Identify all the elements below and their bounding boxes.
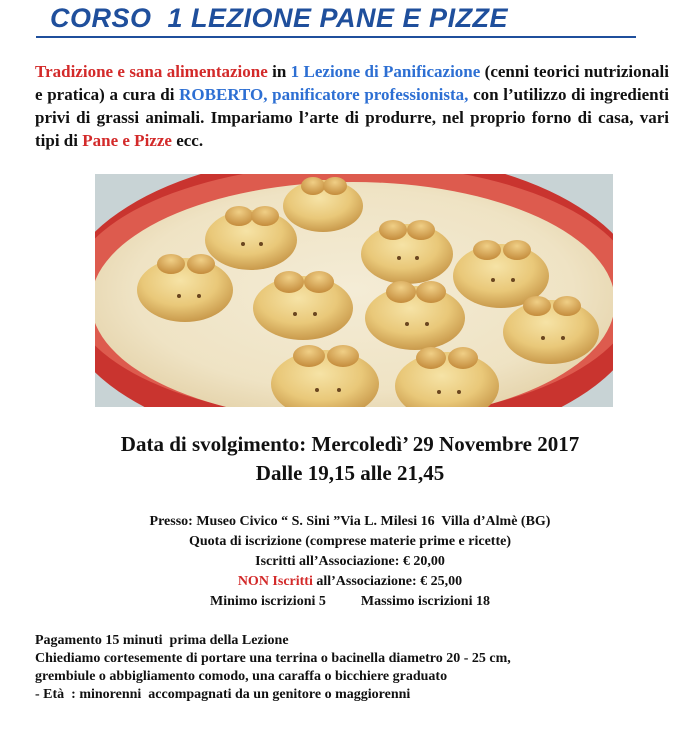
- min-enrollment: Minimo iscrizioni 5: [210, 594, 326, 609]
- fee-heading: Quota di iscrizione (comprese materie prime e ricette): [189, 534, 511, 549]
- non-members-label: NON Iscritti: [237, 574, 313, 589]
- non-members-fee-line: [90, 572, 610, 592]
- title-underline: [36, 36, 636, 38]
- course-title: CORSO 1 LEZIONE PANE E PIZZE: [50, 3, 509, 33]
- non-members-fee: all’Associazione: € 25,00: [312, 574, 463, 589]
- intro-highlight-lesson: 1 Lezione di Panificazione: [290, 62, 481, 81]
- intro-paragraph: [35, 60, 669, 152]
- enrollment-limits: [90, 592, 610, 612]
- request-line-2: grembiule o abbigliamento comodo, una caraffa o bicchiere graduato: [35, 669, 448, 684]
- bread-bunnies-photo: [95, 174, 613, 407]
- event-time: Dalle 19,15 alle 21,45: [255, 461, 445, 485]
- event-schedule: [0, 430, 700, 488]
- intro-highlight-bread-pizza: Pane e Pizze: [82, 131, 172, 150]
- intro-highlight-tradition: Tradizione e sana alimentazione: [35, 62, 268, 81]
- notes-section: [35, 632, 675, 704]
- venue-location: Presso: Museo Civico “ S. Sini ”Via L. Milesi 16 Villa d’Almè (BG): [149, 514, 551, 529]
- intro-highlight-teacher: ROBERTO, panificatore professionista,: [179, 85, 469, 104]
- request-line-1: Chiediamo cortesemente di portare una terrina o bacinella diametro 20 - 25 cm,: [35, 651, 511, 666]
- venue-and-fees: [90, 512, 610, 612]
- max-enrollment: Massimo iscrizioni 18: [360, 594, 490, 609]
- intro-text-1: in: [267, 62, 291, 81]
- intro-text-3: con l’utilizzo di ingredienti privi di grassi animali. Impariamo l’arte di produrre, nel proprio forno di casa, vari tipi di: [35, 85, 669, 150]
- payment-note: Pagamento 15 minuti prima della Lezione: [35, 633, 289, 648]
- event-date: Data di svolgimento: Mercoledì’ 29 Novembre 2017: [120, 432, 580, 456]
- members-fee: Iscritti all’Associazione: € 20,00: [255, 554, 445, 569]
- intro-text-2: (cenni teorici nutrizionali e pratica) a cura di: [35, 62, 669, 104]
- intro-text-4: ecc.: [171, 131, 204, 150]
- age-note: - Età : minorenni accompagnati da un genitore o maggiorenni: [35, 687, 411, 702]
